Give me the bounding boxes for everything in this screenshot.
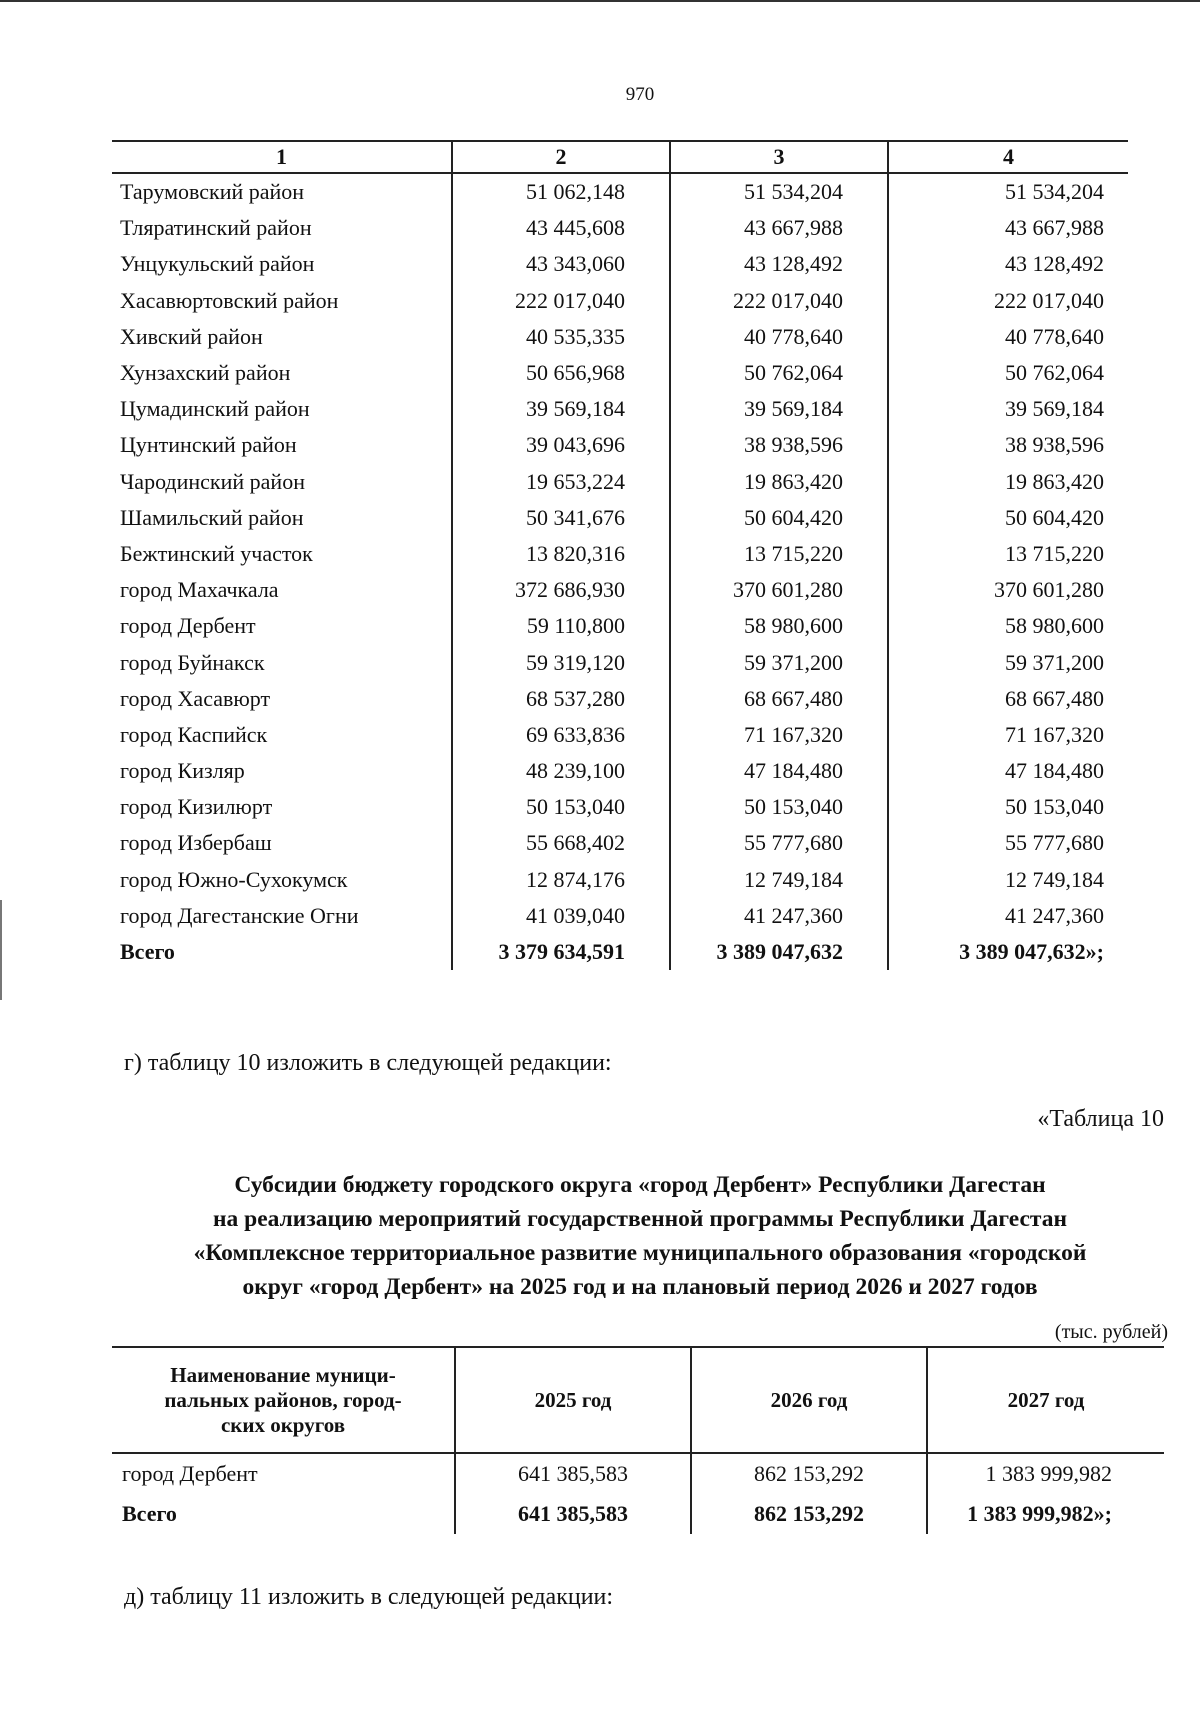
table-row	[112, 283, 1128, 319]
municipality-name-cell: Тляратинский район	[120, 215, 312, 241]
column-header-1: 1	[112, 141, 452, 173]
municipality-name-cell: Шамильский район	[120, 504, 304, 530]
total-row	[112, 934, 1128, 970]
column-header-2027: 2027 год	[927, 1347, 1164, 1453]
amount-cell: 19 863,420	[670, 464, 888, 500]
amount-cell: 71 167,320	[670, 717, 888, 753]
column-header-4: 4	[888, 141, 1128, 173]
table-row	[112, 681, 1128, 717]
amount-cell: 69 633,836	[452, 717, 670, 753]
amount-cell: 222 017,040	[888, 283, 1128, 319]
municipality-name-cell: Унцукульский район	[120, 251, 315, 277]
amendment-paragraph-g: г) таблицу 10 изложить в следующей редакции:	[124, 1050, 612, 1076]
amount-cell: 59 371,200	[670, 644, 888, 680]
municipality-name-cell: Всего	[122, 1501, 177, 1526]
table-row	[112, 319, 1128, 355]
title-line: Субсидии бюджету городского округа «город Дербент» Республики Дагестан	[234, 1172, 1046, 1198]
municipality-name-cell: город Кизляр	[120, 758, 245, 784]
table-row	[112, 717, 1128, 753]
table-row	[112, 1453, 1164, 1494]
total-row	[112, 1494, 1164, 1534]
amount-cell: 370 601,280	[888, 572, 1128, 608]
title-line: на реализацию мероприятий государственной программы Республики Дагестан	[213, 1206, 1067, 1232]
header-line: Наименование муници-	[170, 1362, 396, 1387]
municipality-name-cell: Всего	[120, 939, 175, 965]
amount-cell: 43 128,492	[888, 246, 1128, 282]
municipality-name-cell: Хунзахский район	[120, 360, 291, 386]
amount-cell: 40 778,640	[888, 319, 1128, 355]
amount-cell: 47 184,480	[888, 753, 1128, 789]
municipality-name-cell: город Дербент	[122, 1461, 258, 1486]
amount-cell: 19 863,420	[888, 464, 1128, 500]
amount-cell: 40 778,640	[670, 319, 888, 355]
table-header-row	[112, 141, 1128, 173]
municipality-name-cell: Цунтинский район	[120, 432, 297, 458]
amount-cell: 47 184,480	[670, 753, 888, 789]
table-row	[112, 862, 1128, 898]
amount-cell: 50 604,420	[888, 500, 1128, 536]
table-header-row	[112, 1347, 1164, 1453]
column-header-2025: 2025 год	[455, 1347, 691, 1453]
amount-cell: 3 389 047,632	[670, 934, 888, 970]
amount-cell: 71 167,320	[888, 717, 1128, 753]
table-row	[112, 898, 1128, 934]
table-row	[112, 427, 1128, 463]
header-line: пальных районов, город-	[164, 1387, 402, 1412]
municipality-name-cell: город Дагестанские Огни	[120, 902, 359, 928]
amount-cell: 58 980,600	[670, 608, 888, 644]
municipality-name-cell: город Дербент	[120, 613, 256, 639]
municipality-name-cell: город Хасавюрт	[120, 685, 271, 711]
amount-cell: 222 017,040	[670, 283, 888, 319]
amount-cell: 43 128,492	[670, 246, 888, 282]
header-line: ских округов	[220, 1412, 346, 1437]
amount-cell: 41 039,040	[452, 898, 670, 934]
amount-cell: 370 601,280	[670, 572, 888, 608]
amount-cell: 12 874,176	[452, 862, 670, 898]
amount-cell: 3 389 047,632»;	[888, 934, 1128, 970]
table-row	[112, 825, 1128, 861]
table-row	[112, 173, 1128, 210]
amount-cell: 39 569,184	[452, 391, 670, 427]
amount-cell: 50 656,968	[452, 355, 670, 391]
amount-cell: 51 534,204	[888, 173, 1128, 210]
table-row	[112, 644, 1128, 680]
table-caption: «Таблица 10	[1037, 1106, 1164, 1132]
table-title	[110, 1168, 1170, 1304]
municipality-name-cell: город Каспийск	[120, 721, 268, 747]
amount-cell: 48 239,100	[452, 753, 670, 789]
amount-cell: 68 667,480	[888, 681, 1128, 717]
amount-cell: 55 777,680	[670, 825, 888, 861]
amount-cell: 68 667,480	[670, 681, 888, 717]
municipality-name-cell: город Избербаш	[120, 830, 272, 856]
amount-cell: 39 569,184	[670, 391, 888, 427]
page-number: 970	[625, 84, 655, 105]
amount-cell: 13 820,316	[452, 536, 670, 572]
amount-cell: 50 153,040	[670, 789, 888, 825]
scan-edge-top	[0, 0, 1200, 2]
table-row	[112, 753, 1128, 789]
amount-cell: 59 371,200	[888, 644, 1128, 680]
derbent-subsidy-table	[112, 1346, 1164, 1534]
municipality-name-cell: Чародинский район	[120, 468, 305, 494]
amount-cell: 55 777,680	[888, 825, 1128, 861]
amount-cell: 50 762,064	[670, 355, 888, 391]
amount-cell: 43 667,988	[670, 210, 888, 246]
amount-cell: 51 062,148	[452, 173, 670, 210]
table-row	[112, 536, 1128, 572]
table-body	[112, 173, 1128, 970]
table-row	[112, 789, 1128, 825]
subsidy-table-continued	[112, 140, 1128, 970]
municipality-name-cell: город Южно-Сухокумск	[120, 866, 348, 892]
municipality-name-cell: Тарумовский район	[120, 179, 305, 205]
amount-cell: 43 343,060	[452, 246, 670, 282]
amount-cell: 43 445,608	[452, 210, 670, 246]
municipality-name-cell: Хасавюртовский район	[120, 287, 339, 313]
amount-cell: 222 017,040	[452, 283, 670, 319]
amount-cell: 862 153,292	[691, 1453, 927, 1494]
amount-cell: 13 715,220	[888, 536, 1128, 572]
table-body	[112, 1453, 1164, 1534]
amount-cell: 41 247,360	[888, 898, 1128, 934]
column-header-municipality	[112, 1347, 455, 1453]
table-row	[112, 210, 1128, 246]
amount-cell: 12 749,184	[888, 862, 1128, 898]
table-row	[112, 500, 1128, 536]
amount-cell: 641 385,583	[455, 1453, 691, 1494]
column-header-2026: 2026 год	[691, 1347, 927, 1453]
amount-cell: 41 247,360	[670, 898, 888, 934]
amount-cell: 58 980,600	[888, 608, 1128, 644]
table-row	[112, 464, 1128, 500]
amount-cell: 59 110,800	[452, 608, 670, 644]
amount-cell: 39 043,696	[452, 427, 670, 463]
municipality-name-cell: Хивский район	[120, 323, 263, 349]
scan-edge-left	[0, 900, 2, 1000]
table-row	[112, 608, 1128, 644]
table-row	[112, 355, 1128, 391]
column-header-3: 3	[670, 141, 888, 173]
table-row	[112, 572, 1128, 608]
amount-cell: 50 153,040	[452, 789, 670, 825]
title-line: «Комплексное территориальное развитие муниципального образования «городской	[193, 1240, 1087, 1266]
amount-cell: 50 604,420	[670, 500, 888, 536]
amount-cell: 68 537,280	[452, 681, 670, 717]
amount-cell: 12 749,184	[670, 862, 888, 898]
municipality-name-cell: Бежтинский участок	[120, 540, 313, 566]
amount-cell: 862 153,292	[691, 1494, 927, 1534]
amount-cell: 39 569,184	[888, 391, 1128, 427]
amount-cell: 3 379 634,591	[452, 934, 670, 970]
column-header-2: 2	[452, 141, 670, 173]
table-row	[112, 391, 1128, 427]
amount-cell: 38 938,596	[888, 427, 1128, 463]
amendment-paragraph-d: д) таблицу 11 изложить в следующей редакции:	[124, 1584, 614, 1610]
table-row	[112, 246, 1128, 282]
amount-cell: 38 938,596	[670, 427, 888, 463]
amount-cell: 1 383 999,982»;	[927, 1494, 1164, 1534]
amount-cell: 13 715,220	[670, 536, 888, 572]
amount-cell: 50 762,064	[888, 355, 1128, 391]
amount-cell: 59 319,120	[452, 644, 670, 680]
amount-cell: 641 385,583	[455, 1494, 691, 1534]
amount-cell: 50 153,040	[888, 789, 1128, 825]
municipality-name-cell: город Кизилюрт	[120, 794, 273, 820]
amount-cell: 43 667,988	[888, 210, 1128, 246]
title-line: округ «город Дербент» на 2025 год и на плановый период 2026 и 2027 годов	[242, 1274, 1038, 1300]
amount-cell: 50 341,676	[452, 500, 670, 536]
amount-cell: 372 686,930	[452, 572, 670, 608]
amount-cell: 19 653,224	[452, 464, 670, 500]
municipality-name-cell: город Буйнакск	[120, 649, 265, 675]
amount-cell: 55 668,402	[452, 825, 670, 861]
units-label: (тыс. рублей)	[1054, 1321, 1168, 1343]
municipality-name-cell: город Махачкала	[120, 577, 279, 603]
municipality-name-cell: Цумадинский район	[120, 396, 310, 422]
amount-cell: 51 534,204	[670, 173, 888, 210]
amount-cell: 1 383 999,982	[927, 1453, 1164, 1494]
amount-cell: 40 535,335	[452, 319, 670, 355]
